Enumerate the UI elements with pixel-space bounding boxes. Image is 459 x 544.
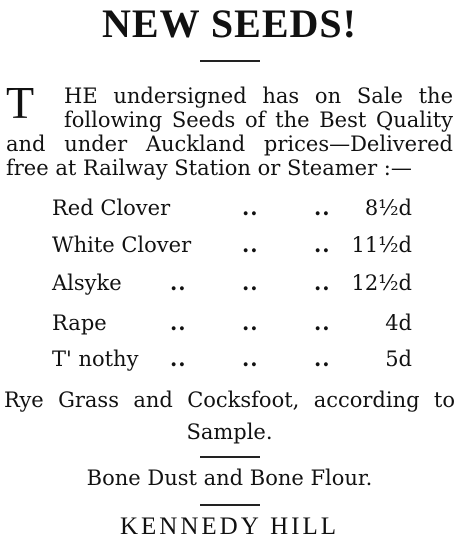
leader-dots: .. <box>170 310 187 335</box>
advert-headline: NEW SEEDS! <box>102 1 357 46</box>
price-item: Alsyke <box>52 271 122 295</box>
leader-dots: .. <box>314 195 331 220</box>
rule-divider <box>200 504 260 506</box>
rye-grass-line: Rye Grass and Cocksfoot, according to <box>4 388 455 412</box>
leader-dots: .. <box>170 270 187 295</box>
price-value: 12½d <box>351 271 412 295</box>
body-line-2: following Seeds of the Best Quality <box>64 108 453 132</box>
leader-dots: .. <box>242 346 259 371</box>
leader-dots: .. <box>242 232 259 257</box>
price-row-red-clover <box>52 195 412 221</box>
leader-dots: .. <box>314 232 331 257</box>
drop-cap: T <box>6 77 35 128</box>
body-line-1: HE undersigned has on Sale the <box>64 84 453 108</box>
rule-divider <box>200 456 260 458</box>
bone-dust-line: Bone Dust and Bone Flour. <box>86 466 373 490</box>
leader-dots: .. <box>314 310 331 335</box>
price-item: T' nothy <box>52 347 139 371</box>
price-value: 4d <box>385 311 412 335</box>
price-row-timothy <box>52 346 412 372</box>
leader-dots: .. <box>170 346 187 371</box>
price-value: 11½d <box>351 233 412 257</box>
advertiser-signature: KENNEDY HILL <box>119 513 340 540</box>
price-value: 5d <box>385 347 412 371</box>
price-row-white-clover <box>52 232 412 258</box>
leader-dots: .. <box>242 310 259 335</box>
price-item: Red Clover <box>52 196 171 220</box>
sample-line: Sample. <box>186 420 273 444</box>
price-row-alsyke <box>52 270 412 296</box>
price-value: 8½d <box>364 196 412 220</box>
leader-dots: .. <box>242 270 259 295</box>
leader-dots: .. <box>242 195 259 220</box>
price-row-rape <box>52 310 412 336</box>
body-line-3: and under Auckland prices—Delivered <box>6 132 453 156</box>
leader-dots: .. <box>314 346 331 371</box>
price-item: White Clover <box>52 233 192 257</box>
leader-dots: .. <box>314 270 331 295</box>
price-item: Rape <box>52 311 107 335</box>
body-line-4: free at Railway Station or Steamer :— <box>6 156 412 180</box>
rule-divider <box>200 60 260 62</box>
